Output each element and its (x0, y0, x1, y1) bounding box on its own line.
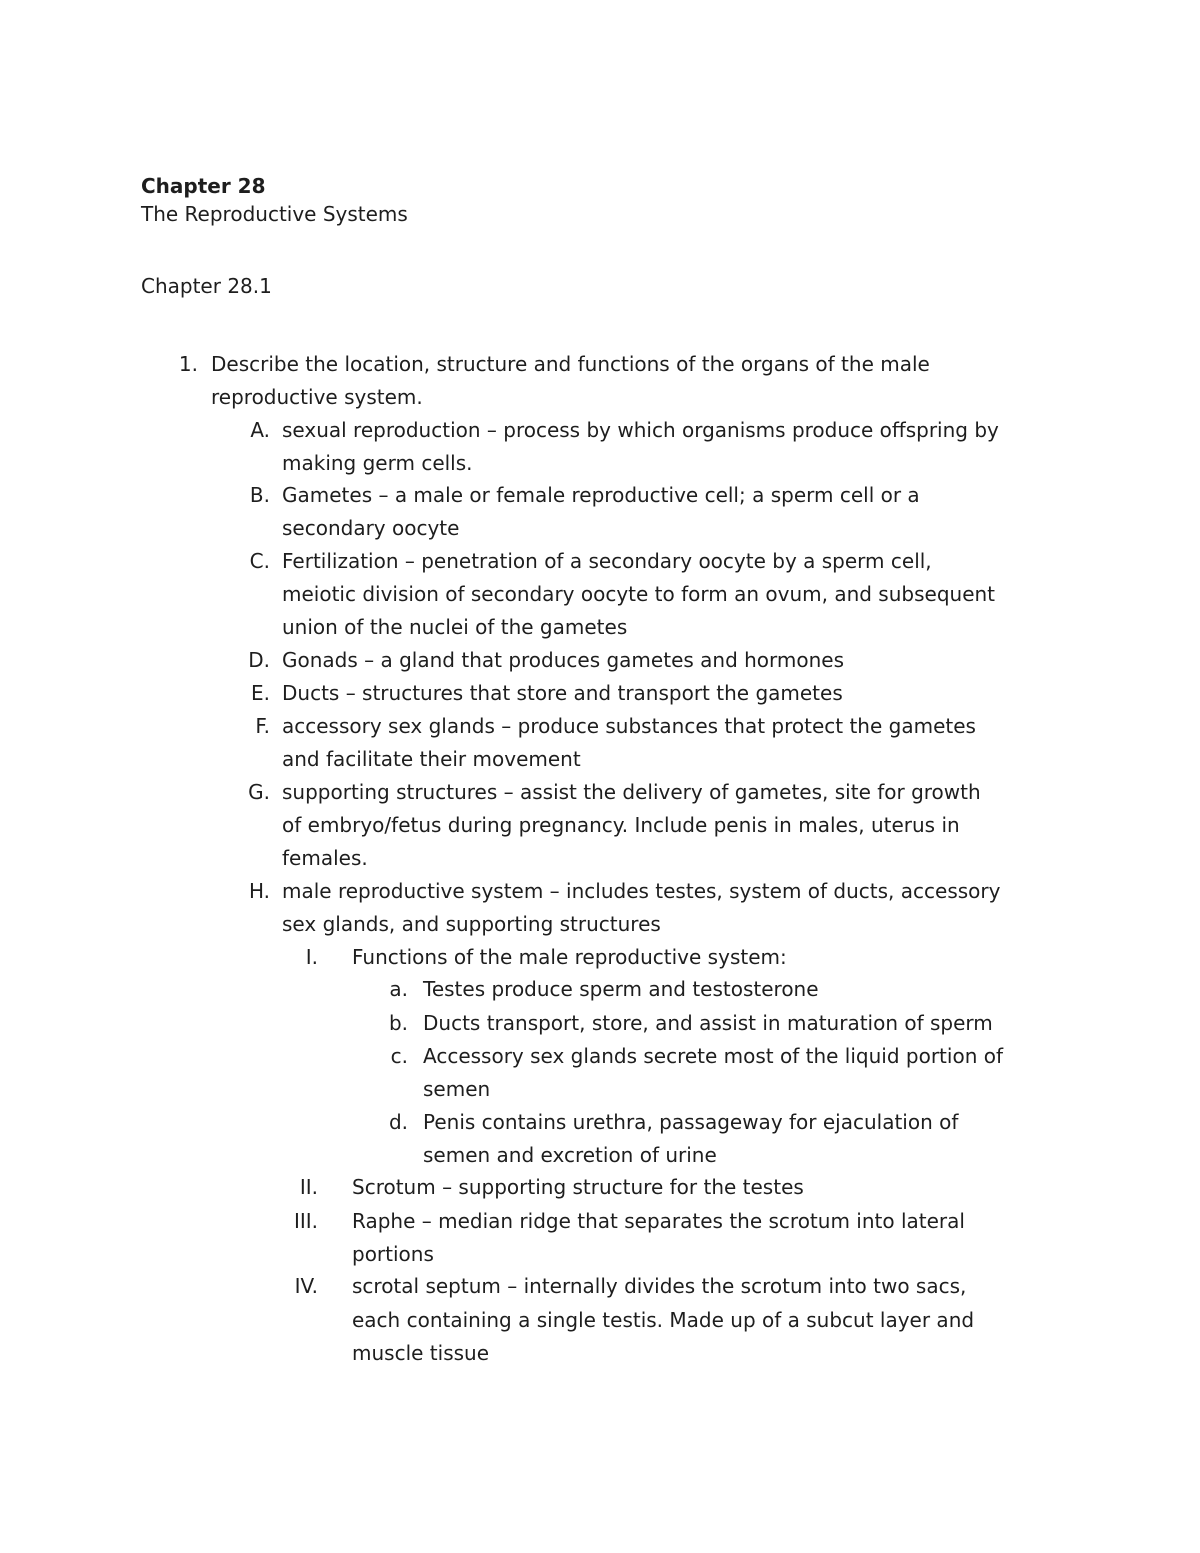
list-item-text: sex glands, and supporting structures (282, 912, 661, 936)
list-item-text: Fertilization – penetration of a secondary oocyte by a sperm cell, (282, 549, 932, 573)
chapter-subtitle: The Reproductive Systems (141, 202, 408, 226)
section-heading: Chapter 28.1 (141, 274, 272, 298)
list-item-text: females. (282, 846, 368, 870)
list-marker: b. (388, 1011, 408, 1035)
list-item-text: reproductive system. (211, 385, 423, 409)
list-item-text: Describe the location, structure and functions of the organs of the male (211, 352, 930, 376)
list-marker: a. (389, 977, 408, 1001)
list-marker: B. (249, 483, 270, 507)
list-item-text: male reproductive system – includes testes, system of ducts, accessory (282, 879, 1001, 903)
list-item-text: union of the nuclei of the gametes (282, 615, 628, 639)
list-item-text: accessory sex glands – produce substances that protect the gametes (282, 714, 976, 738)
list-item-text: semen (423, 1077, 491, 1101)
list-item-text: Accessory sex glands secrete most of the liquid portion of (423, 1044, 1003, 1068)
list-item-text: Ducts transport, store, and assist in maturation of sperm (423, 1011, 993, 1035)
list-marker: III. (293, 1209, 318, 1233)
list-marker: C. (249, 549, 270, 573)
list-marker: A. (250, 418, 270, 442)
list-marker: I. (305, 945, 318, 969)
list-item-text: Testes produce sperm and testosterone (423, 977, 819, 1001)
list-item-text: Gonads – a gland that produces gametes and hormones (282, 648, 845, 672)
list-marker: G. (248, 780, 270, 804)
list-item-text: meiotic division of secondary oocyte to form an ovum, and subsequent (282, 582, 996, 606)
list-marker: c. (390, 1044, 408, 1068)
list-item-text: Penis contains urethra, passageway for ejaculation of (423, 1110, 959, 1134)
list-item-text: scrotal septum – internally divides the scrotum into two sacs, (352, 1274, 967, 1298)
list-marker: IV. (294, 1274, 318, 1298)
list-marker: E. (251, 681, 270, 705)
list-item-text: making germ cells. (282, 451, 473, 475)
list-item-text: Functions of the male reproductive system: (352, 945, 787, 969)
list-marker: d. (388, 1110, 408, 1134)
list-marker: D. (248, 648, 270, 672)
list-item-text: secondary oocyte (282, 516, 460, 540)
list-item-text: each containing a single testis. Made up of a subcut layer and (352, 1308, 975, 1332)
list-item-text: Ducts – structures that store and transport the gametes (282, 681, 843, 705)
list-item-text: and facilitate their movement (282, 747, 581, 771)
list-marker: 1. (178, 352, 198, 376)
list-marker: II. (299, 1175, 318, 1199)
chapter-title: Chapter 28 (141, 174, 266, 198)
list-item-text: portions (352, 1242, 434, 1266)
list-item-text: supporting structures – assist the delivery of gametes, site for growth (282, 780, 981, 804)
list-item-text: Raphe – median ridge that separates the scrotum into lateral (352, 1209, 965, 1233)
list-item-text: Gametes – a male or female reproductive cell; a sperm cell or a (282, 483, 920, 507)
list-item-text: muscle tissue (352, 1341, 490, 1365)
list-marker: H. (248, 879, 270, 903)
list-item-text: Scrotum – supporting structure for the testes (352, 1175, 804, 1199)
list-item-text: sexual reproduction – process by which organisms produce offspring by (282, 418, 999, 442)
list-item-text: of embryo/fetus during pregnancy. Include penis in males, uterus in (282, 813, 960, 837)
list-marker: F. (255, 714, 270, 738)
list-item-text: semen and excretion of urine (423, 1143, 717, 1167)
